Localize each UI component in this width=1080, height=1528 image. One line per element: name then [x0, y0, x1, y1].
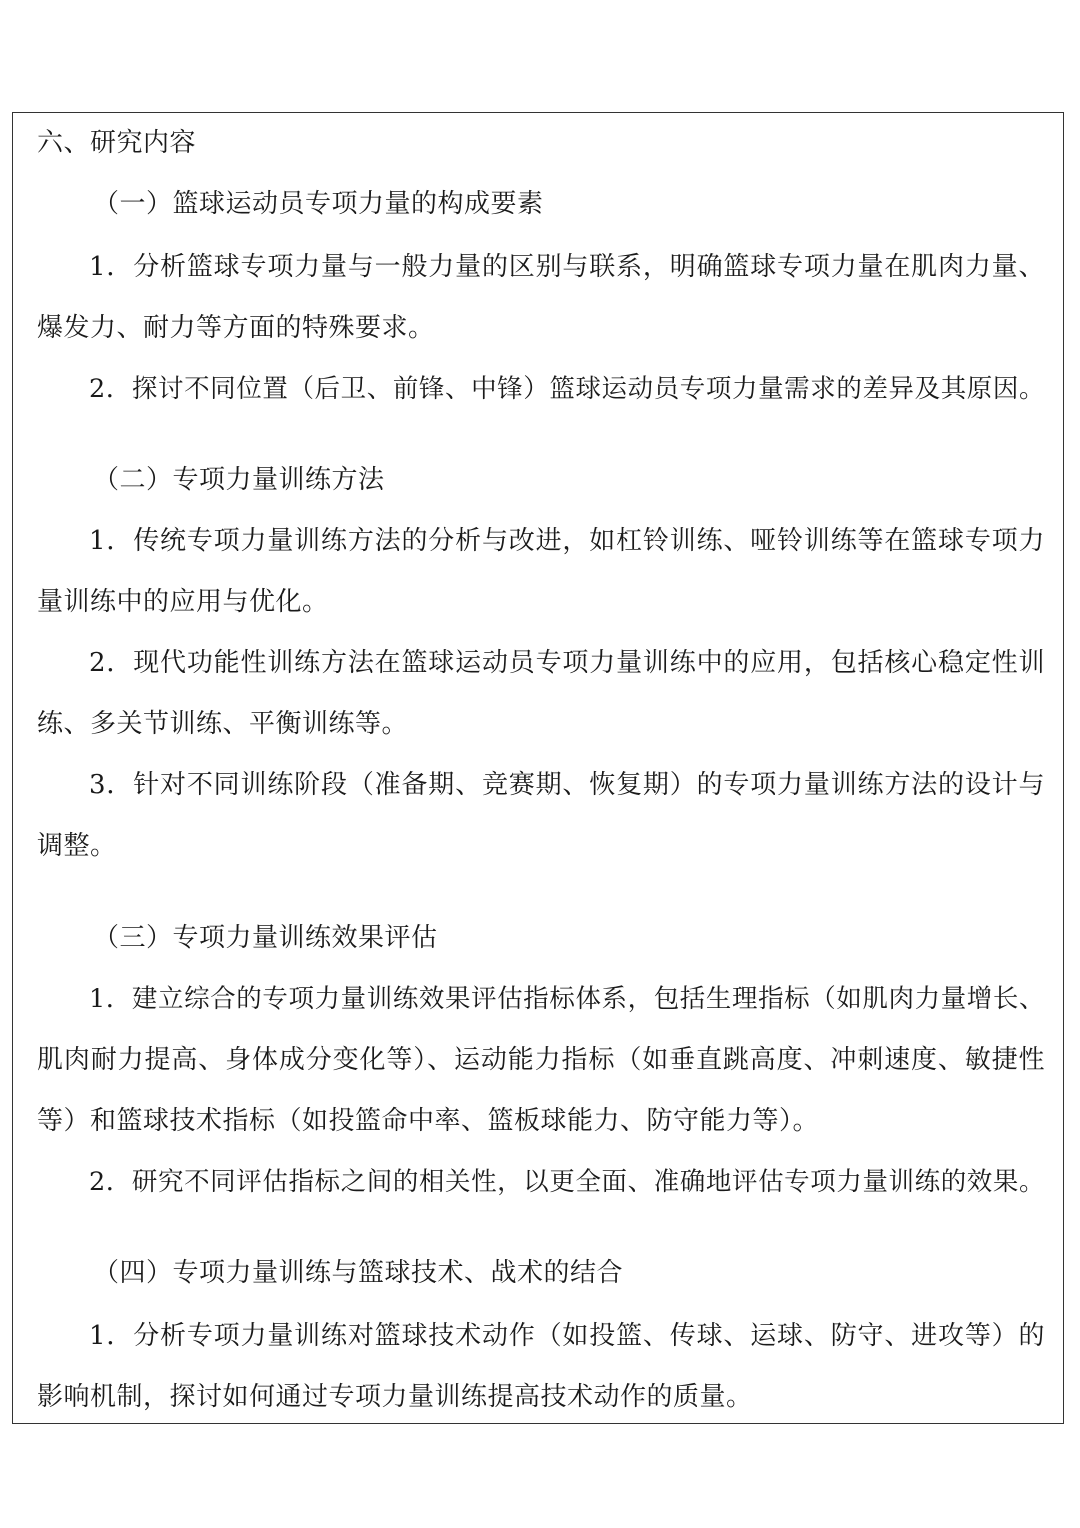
paragraph-line: 1．分析专项力量训练对篮球技术动作（如投篮、传球、运球、防守、进攻等）的 [89, 1321, 1045, 1351]
paragraph-line: 1．分析篮球专项力量与一般力量的区别与联系，明确篮球专项力量在肌肉力量、 [89, 252, 1045, 282]
content-frame [12, 112, 1064, 1424]
paragraph-line: 量训练中的应用与优化。 [37, 587, 329, 617]
subsection-heading-1: （一）篮球运动员专项力量的构成要素 [93, 189, 544, 219]
paragraph-line: 练、多关节训练、平衡训练等。 [37, 709, 409, 739]
paragraph-line: 2．现代功能性训练方法在篮球运动员专项力量训练中的应用，包括核心稳定性训 [89, 648, 1045, 678]
paragraph-line: 肌肉耐力提高、身体成分变化等）、运动能力指标（如垂直跳高度、冲刺速度、敏捷性 [37, 1045, 1045, 1075]
paragraph-line: 1．建立综合的专项力量训练效果评估指标体系，包括生理指标（如肌肉力量增长、 [89, 984, 1045, 1014]
paragraph-line: 2．研究不同评估指标之间的相关性，以更全面、准确地评估专项力量训练的效果。 [89, 1167, 1045, 1197]
section-title: 六、研究内容 [37, 128, 197, 158]
paragraph-line: 2．探讨不同位置（后卫、前锋、中锋）篮球运动员专项力量需求的差异及其原因。 [89, 374, 1045, 404]
paragraph-line: 3．针对不同训练阶段（准备期、竞赛期、恢复期）的专项力量训练方法的设计与 [89, 770, 1045, 800]
subsection-heading-4: （四）专项力量训练与篮球技术、战术的结合 [93, 1258, 624, 1288]
subsection-heading-3: （三）专项力量训练效果评估 [93, 923, 438, 953]
paragraph-line: 影响机制，探讨如何通过专项力量训练提高技术动作的质量。 [37, 1382, 753, 1412]
paragraph-line: 等）和篮球技术指标（如投篮命中率、篮板球能力、防守能力等）。 [37, 1106, 820, 1136]
paragraph-line: 1．传统专项力量训练方法的分析与改进，如杠铃训练、哑铃训练等在篮球专项力 [89, 526, 1045, 556]
paragraph-line: 调整。 [37, 831, 117, 861]
subsection-heading-2: （二）专项力量训练方法 [93, 465, 385, 495]
paragraph-line: 爆发力、耐力等方面的特殊要求。 [37, 313, 435, 343]
